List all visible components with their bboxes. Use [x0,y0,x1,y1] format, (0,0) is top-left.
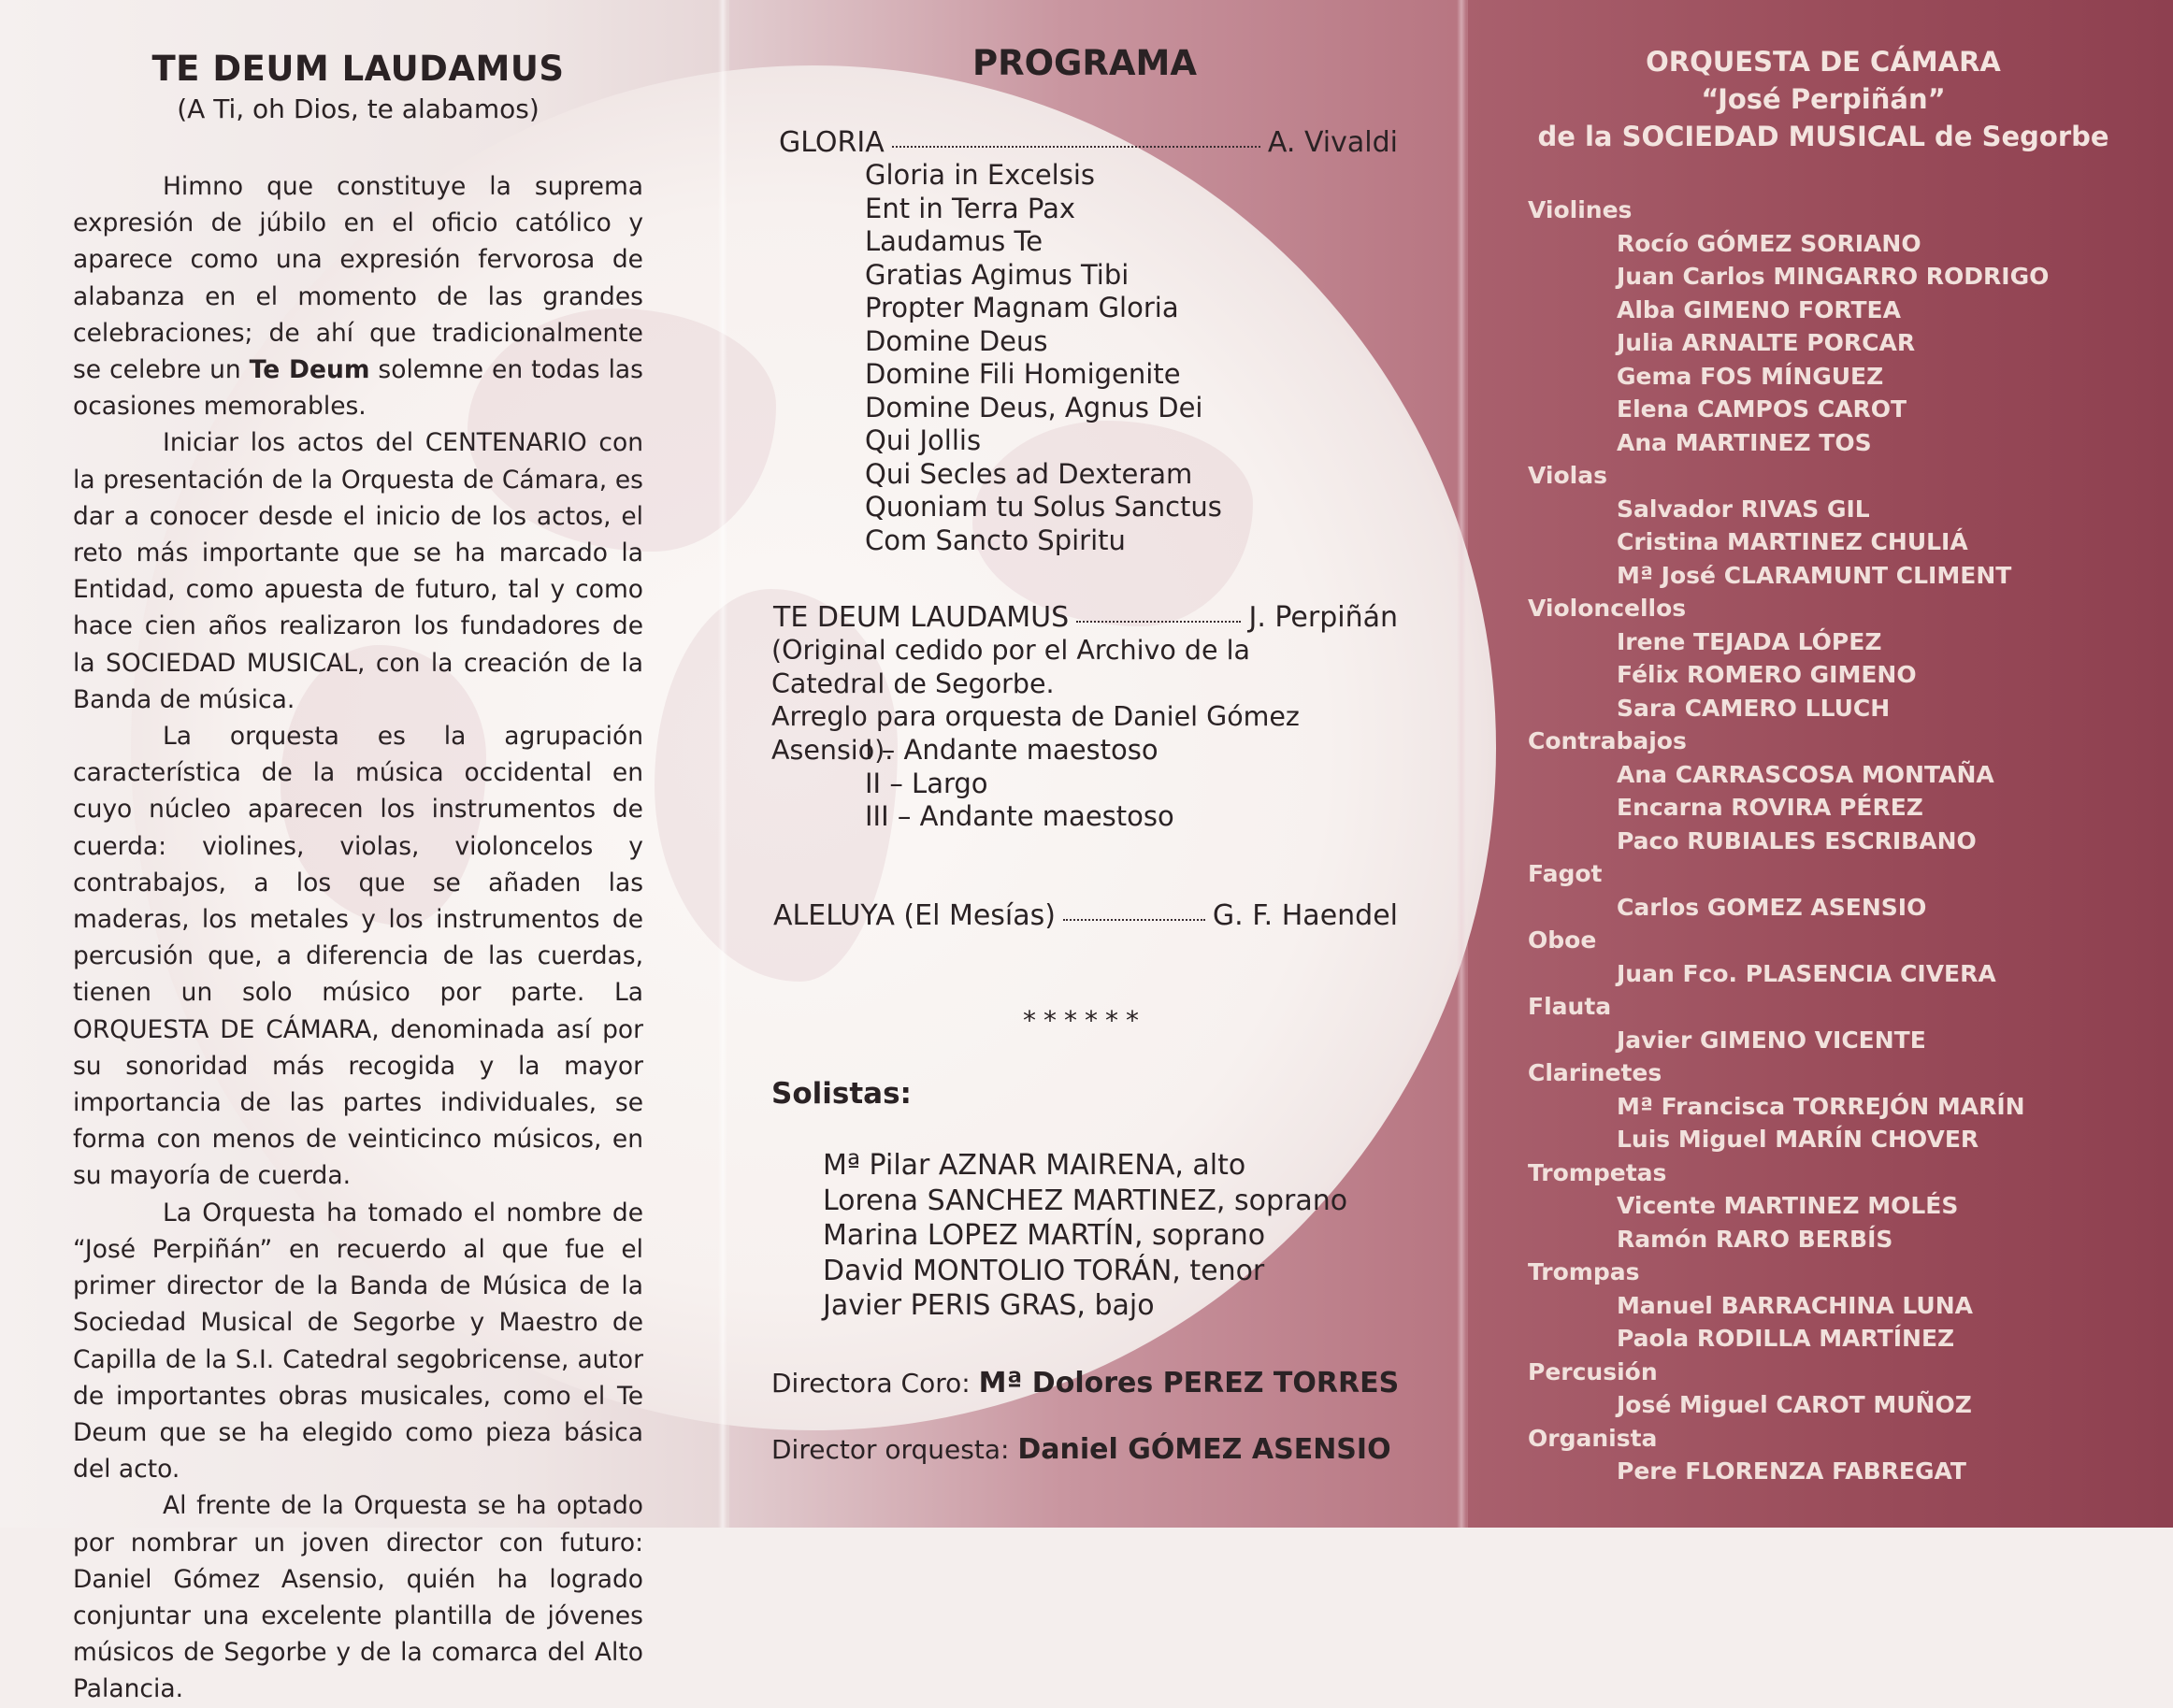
musician-name: Cristina MARTINEZ CHULIÁ [1617,528,1968,555]
paragraph-1-text: Himno que constituye la suprema expresión de júbilo en el oficio católico y aparece como una expresión fervorosa de alabanza en el momento de las grandes celebraciones; de ahí que tradicionalmente se celebre un [73,172,643,385]
soloists-list [823,1148,1347,1324]
te-deum-title: TE DEUM LAUDAMUS [151,49,565,89]
orchestra-director-name: Daniel GÓMEZ ASENSIO [1017,1433,1391,1466]
musician-name: Salvador RIVAS GIL [1617,495,1870,523]
paragraph-1-bold: Te Deum [249,355,370,385]
section-heading: Oboe [1528,926,1597,954]
section-heading: Flauta [1528,993,1612,1020]
orchestra-director-label: Director orquesta: [771,1434,1010,1465]
separator-stars: ****** [1023,1005,1146,1036]
paragraph-1-text-end: solemne en todas las ocasiones memorables. [73,355,643,422]
gloria-movement: Domine Fili Homigenite [865,358,1181,390]
program-title: PROGRAMA [971,43,1197,83]
musician-name: Rocío GÓMEZ SORIANO [1617,229,1921,257]
musician-name: Vicente MARTINEZ MOLÉS [1617,1192,1959,1219]
soloist: Lorena SANCHEZ MARTINEZ, soprano [823,1184,1348,1217]
musician-name: Paco RUBIALES ESCRIBANO [1617,826,1977,854]
section-heading: Trompetas [1528,1158,1667,1186]
section-heading: Contrabajos [1528,727,1687,754]
section-heading: Violas [1528,462,1607,489]
soloist: David MONTOLIO TORÁN, tenor [823,1254,1265,1287]
leader-dots [1076,620,1241,623]
musician-name: Manuel BARRACHINA LUNA [1617,1291,1973,1319]
te-deum-note-line: (Original cedido por el Archivo de la [771,635,1250,666]
section-heading: Violines [1528,196,1633,223]
gloria-movement: Laudamus Te [865,225,1043,257]
paragraph-1 [73,168,643,424]
gloria-movement: Gloria in Excelsis [865,159,1095,191]
orchestra-roster [1528,194,2126,1488]
gloria-movement: Domine Deus [865,324,1048,357]
gloria-title: GLORIA [779,126,885,159]
te-deum-piece-title: TE DEUM LAUDAMUS [773,601,1070,634]
te-deum-movement: III – Andante maestoso [865,800,1174,832]
orchestra-heading [1524,43,2123,155]
musician-name: Pere FLORENZA FABREGAT [1617,1457,1966,1485]
orchestra-heading-line: de la SOCIEDAD MUSICAL de Segorbe [1537,121,2109,152]
leader-dots [892,145,1260,148]
te-deum-subtitle: (A Ti, oh Dios, te alabamos) [177,93,540,124]
soloist: Javier PERIS GRAS, bajo [823,1289,1155,1322]
paragraph-5: Al frente de la Orquesta se ha optado por nombrar un joven director con futuro: Daniel Gómez Asensio, quién ha logrado conjuntar una excelente plantilla de jóvenes músicos de Segorbe y de la comarca del Alto Palancia. [73,1491,643,1704]
musician-name: Mª Francisca TORREJÓN MARÍN [1617,1092,2025,1120]
musician-name: Elena CAMPOS CAROT [1617,395,1907,423]
te-deum-note-line: Arreglo para orquesta de Daniel Gómez Asensio). [771,701,1300,766]
section-heading: Organista [1528,1424,1658,1452]
fold-line-left [718,0,727,1528]
musician-name: Juan Carlos MINGARRO RODRIGO [1617,263,2050,290]
musician-name: Juan Fco. PLASENCIA CIVERA [1617,959,1996,987]
orchestra-heading-line: “José Perpiñán” [1701,83,1946,115]
gloria-movement: Qui Jollis [865,424,982,456]
te-deum-body [73,168,643,1708]
gloria-movement: Gratias Agimus Tibi [865,258,1130,291]
te-deum-note-line: Catedral de Segorbe. [771,667,1055,699]
gloria-composer: A. Vivaldi [1267,126,1398,159]
musician-name: Félix ROMERO GIMENO [1617,661,1917,688]
section-heading: Clarinetes [1528,1059,1662,1086]
musician-name: Alba GIMENO FORTEA [1617,295,1901,323]
musician-name: Ana CARRASCOSA MONTAÑA [1617,760,1994,788]
section-heading: Fagot [1528,860,1603,887]
soloist: Mª Pilar AZNAR MAIRENA, alto [823,1149,1246,1182]
orchestra-panel [1524,0,2123,1528]
te-deum-movements [865,734,1174,834]
musician-name: Julia ARNALTE PORCAR [1617,329,1916,356]
musician-name: Carlos GOMEZ ASENSIO [1617,893,1927,921]
gloria-movement: Propter Magnam Gloria [865,292,1179,323]
orchestra-director [771,1433,1391,1466]
te-deum-movement: I – Andante maestoso [865,734,1158,766]
te-deum-line [773,601,1398,634]
section-heading: Trompas [1528,1258,1640,1285]
musician-name: Javier GIMENO VICENTE [1617,1026,1926,1054]
fold-line-right [1457,0,1466,1528]
gloria-movement: Domine Deus, Agnus Dei [865,391,1203,423]
section-heading: Violoncellos [1528,595,1687,622]
gloria-movement: Com Sancto Spiritu [865,524,1126,556]
musician-name: Mª José CLARAMUNT CLIMENT [1617,561,2012,589]
musician-name: Ramón RARO BERBÍS [1617,1225,1893,1253]
choir-director [771,1367,1399,1399]
gloria-movement: Quoniam tu Solus Sanctus [865,491,1222,523]
gloria-movement: Ent in Terra Pax [865,192,1076,224]
te-deum-composer: J. Perpiñán [1248,601,1398,634]
musician-name: Gema FOS MÍNGUEZ [1617,362,1884,390]
program-panel [771,0,1398,1528]
gloria-movement: Qui Secles ad Dexteram [865,457,1193,490]
gloria-line [779,126,1398,159]
aleluya-line [773,899,1398,932]
soloists-heading: Solistas: [771,1077,912,1111]
choir-director-label: Directora Coro: [771,1368,971,1399]
aleluya-composer: G. F. Haendel [1212,899,1398,932]
aleluya-title: ALELUYA (El Mesías) [773,899,1056,932]
te-deum-movement: II – Largo [865,767,988,799]
leader-dots [1063,918,1205,921]
paragraph-4: La Orquesta ha tomado el nombre de “José Perpiñán” en recuerdo al que fue el primer director de la Banda de Música de la Sociedad Musical de Segorbe y Maestro de Capilla de la S.I. Catedral segobricense, autor de importantes obras musicales, como el Te Deum que se ha elegido como pieza básica del acto. [73,1198,643,1485]
musician-name: Paola RODILLA MARTÍNEZ [1617,1325,1955,1352]
musician-name: Sara CAMERO LLUCH [1617,694,1891,722]
te-deum-panel [73,0,643,1704]
gloria-movements [865,159,1222,557]
musician-name: Irene TEJADA LÓPEZ [1617,627,1882,655]
musician-name: José Miguel CAROT MUÑOZ [1617,1391,1972,1418]
musician-name: Ana MARTINEZ TOS [1617,428,1872,456]
musician-name: Encarna ROVIRA PÉREZ [1617,794,1923,821]
choir-director-name: Mª Dolores PEREZ TORRES [978,1367,1400,1399]
section-heading: Percusión [1528,1357,1658,1385]
soloist: Marina LOPEZ MARTÍN, soprano [823,1219,1266,1252]
musician-name: Luis Miguel MARÍN CHOVER [1617,1126,1979,1153]
orchestra-heading-line: ORQUESTA DE CÁMARA [1646,46,2001,78]
paragraph-3: La orquesta es la agrupación característica de la música occidental en cuyo núcleo aparecen los instrumentos de cuerda: violines, violas, violoncelos y contrabajos, a los que se añaden las maderas, los metales y los instrumentos de percusión que, a diferencia de las cuerdas, tienen un solo músico por parte. La ORQUESTA DE CÁMARA, denominada así por su sonoridad más recogida y la mayor importancia de las partes individuales, se forma con menos de veinticinco músicos, en su mayoría de cuerda. [73,722,643,1191]
paragraph-2: Iniciar los actos del CENTENARIO con la presentación de la Orquesta de Cámara, es dar a conocer desde el inicio de los actos, el reto más importante que se ha marcado la Entidad, como apuesta de futuro, tal y como hace cien años realizaron los fundadores de la SOCIEDAD MUSICAL, con la creación de la Banda de música. [73,428,643,714]
